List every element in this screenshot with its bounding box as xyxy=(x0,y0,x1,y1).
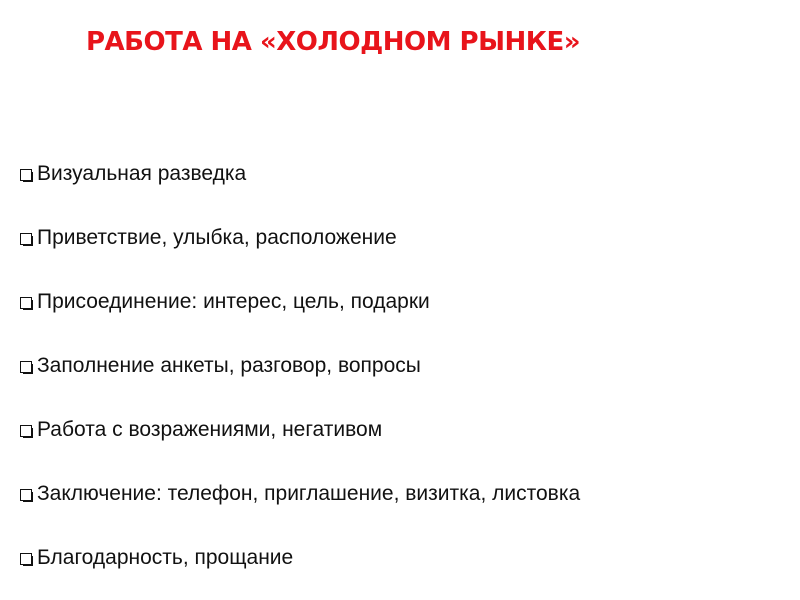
checkbox-square-icon xyxy=(20,233,33,246)
checkbox-square-icon xyxy=(20,297,33,310)
list-item-label: Заполнение анкеты, разговор, вопросы xyxy=(37,354,421,377)
slide-title: РАБОТА НА «ХОЛОДНОМ РЫНКЕ» xyxy=(86,27,581,57)
list-item-label: Благодарность, прощание xyxy=(37,546,294,569)
checkbox-square-icon xyxy=(20,425,33,438)
list-item-label: Присоединение: интерес, цель, подарки xyxy=(37,290,430,313)
list-item xyxy=(20,398,580,462)
checkbox-square-icon xyxy=(20,361,33,374)
bullet-list xyxy=(20,142,580,590)
checkbox-square-icon xyxy=(20,553,33,566)
checkbox-square-icon xyxy=(20,489,33,502)
list-item-label: Приветствие, улыбка, расположение xyxy=(37,226,397,249)
list-item xyxy=(20,526,580,590)
list-item xyxy=(20,206,580,270)
list-item-label: Работа с возражениями, негативом xyxy=(37,418,383,441)
list-item xyxy=(20,462,580,526)
list-item xyxy=(20,142,580,206)
list-item xyxy=(20,270,580,334)
checkbox-square-icon xyxy=(20,169,33,182)
list-item-label: Заключение: телефон, приглашение, визитка, листовка xyxy=(37,482,581,505)
list-item xyxy=(20,334,580,398)
list-item-label: Визуальная разведка xyxy=(37,162,247,185)
